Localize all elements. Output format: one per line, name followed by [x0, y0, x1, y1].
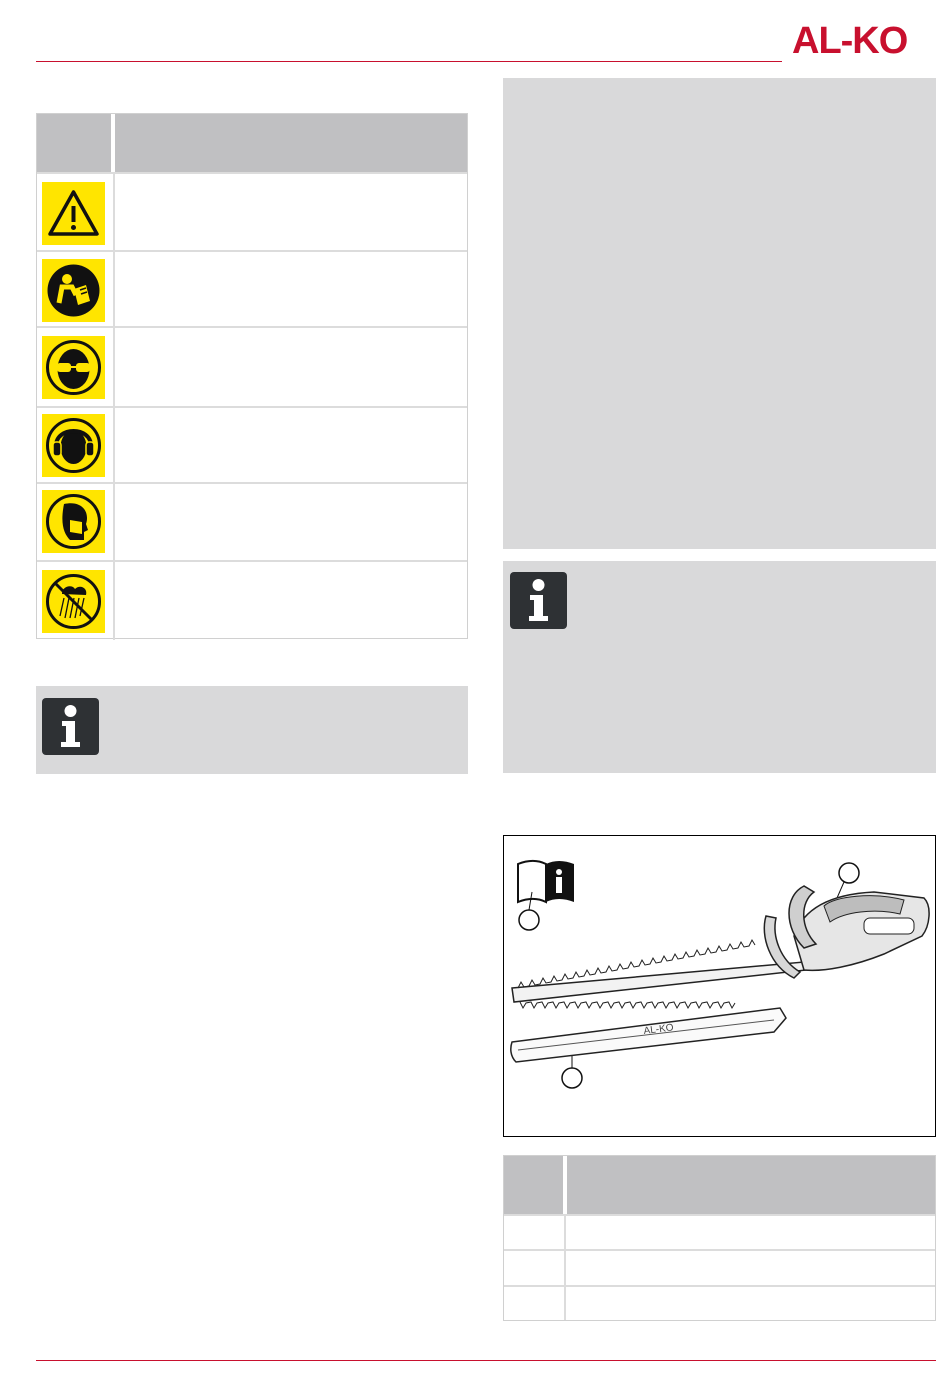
table-row [37, 172, 467, 250]
logo-text: AL-KO [792, 20, 908, 58]
table-row [37, 326, 467, 406]
callout-3 [562, 1068, 582, 1088]
info-icon [42, 698, 99, 755]
footer-rule [36, 1360, 936, 1361]
legend-table-header [504, 1156, 935, 1214]
symbols-table [36, 113, 468, 639]
callout-2 [839, 863, 859, 883]
table-row [37, 482, 467, 560]
do-not-expose-to-rain-icon [42, 570, 105, 633]
wear-dust-mask-icon [42, 490, 105, 553]
table-row [504, 1285, 935, 1320]
table-row [37, 406, 467, 482]
header-rule [36, 61, 782, 62]
read-manual-book-icon [518, 861, 574, 902]
info-icon [510, 572, 567, 629]
warning-triangle-icon [42, 182, 105, 245]
table-row [37, 560, 467, 640]
note-panel [503, 78, 936, 549]
legend-table [503, 1155, 936, 1321]
product-figure [503, 835, 936, 1137]
info-note-box [36, 686, 468, 774]
table-row [504, 1214, 935, 1249]
brand-logo [792, 20, 938, 58]
wear-safety-glasses-icon [42, 336, 105, 399]
symbols-table-header [37, 114, 467, 172]
callout-1 [519, 910, 539, 930]
info-note-box [503, 561, 936, 773]
table-row [37, 250, 467, 326]
blade-guard-label: AL-KO [643, 1022, 675, 1037]
read-manual-icon [42, 259, 105, 322]
wear-ear-protection-icon [42, 414, 105, 477]
hedge-trimmer-illustration [504, 836, 937, 1138]
table-row [504, 1249, 935, 1285]
